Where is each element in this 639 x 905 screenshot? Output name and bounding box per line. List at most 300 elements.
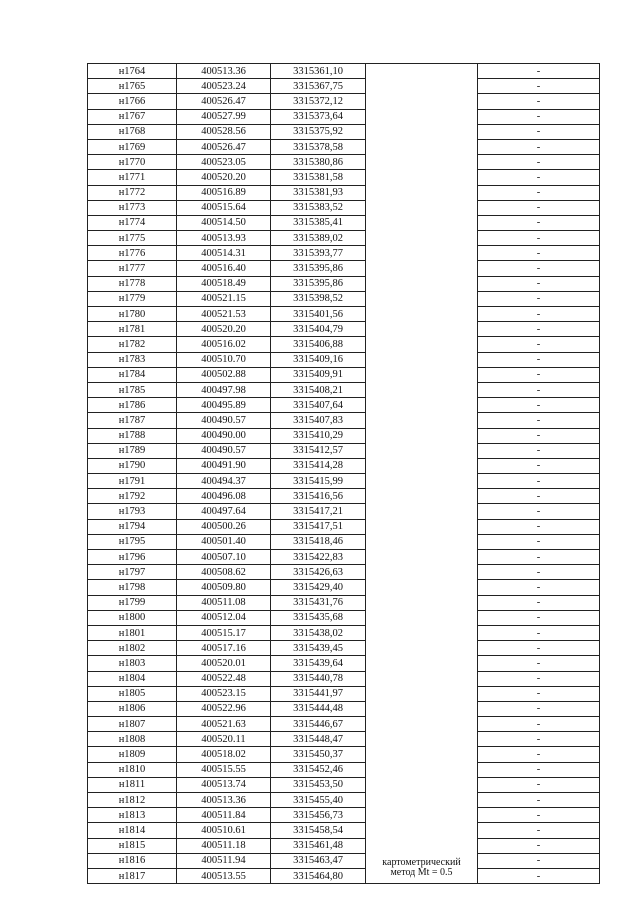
precision-cell: - — [478, 322, 600, 337]
method-cell — [366, 428, 478, 443]
x-coordinate-cell: 400522.96 — [177, 701, 271, 716]
table-row — [88, 823, 600, 838]
point-name-cell: н1780 — [88, 307, 177, 322]
y-coordinate-cell: 3315407,64 — [271, 398, 366, 413]
point-name-cell: н1800 — [88, 610, 177, 625]
y-coordinate-cell: 3315383,52 — [271, 200, 366, 215]
y-coordinate-cell: 3315395,86 — [271, 261, 366, 276]
y-coordinate-cell: 3315422,83 — [271, 550, 366, 565]
point-name-cell: н1806 — [88, 701, 177, 716]
point-name-cell: н1776 — [88, 246, 177, 261]
point-name-cell: н1787 — [88, 413, 177, 428]
precision-cell: - — [478, 489, 600, 504]
method-cell — [366, 504, 478, 519]
precision-cell: - — [478, 337, 600, 352]
precision-cell: - — [478, 717, 600, 732]
table-row — [88, 170, 600, 185]
table-row — [88, 322, 600, 337]
table-row — [88, 458, 600, 473]
x-coordinate-cell: 400523.05 — [177, 155, 271, 170]
method-cell — [366, 231, 478, 246]
y-coordinate-cell: 3315461,48 — [271, 838, 366, 853]
table-row — [88, 777, 600, 792]
table-row — [88, 595, 600, 610]
precision-cell: - — [478, 231, 600, 246]
table-row — [88, 580, 600, 595]
point-name-cell: н1811 — [88, 777, 177, 792]
table-row — [88, 215, 600, 230]
method-cell — [366, 777, 478, 792]
table-row — [88, 868, 600, 883]
point-name-cell: н1777 — [88, 261, 177, 276]
precision-cell: - — [478, 732, 600, 747]
point-name-cell: н1768 — [88, 124, 177, 139]
x-coordinate-cell: 400518.02 — [177, 747, 271, 762]
point-name-cell: н1792 — [88, 489, 177, 504]
precision-cell: - — [478, 519, 600, 534]
point-name-cell: н1795 — [88, 534, 177, 549]
table-row — [88, 94, 600, 109]
y-coordinate-cell: 3315401,56 — [271, 307, 366, 322]
x-coordinate-cell: 400512.04 — [177, 610, 271, 625]
method-cell — [366, 565, 478, 580]
point-name-cell: н1769 — [88, 139, 177, 154]
method-cell — [366, 595, 478, 610]
x-coordinate-cell: 400490.57 — [177, 443, 271, 458]
y-coordinate-cell: 3315435,68 — [271, 610, 366, 625]
method-cell — [366, 671, 478, 686]
precision-cell: - — [478, 291, 600, 306]
precision-cell: - — [478, 550, 600, 565]
method-cell — [366, 261, 478, 276]
y-coordinate-cell: 3315412,57 — [271, 443, 366, 458]
precision-cell: - — [478, 793, 600, 808]
precision-cell: - — [478, 625, 600, 640]
x-coordinate-cell: 400502.88 — [177, 367, 271, 382]
precision-cell: - — [478, 747, 600, 762]
method-cell — [366, 443, 478, 458]
table-row — [88, 443, 600, 458]
x-coordinate-cell: 400495.89 — [177, 398, 271, 413]
point-name-cell: н1772 — [88, 185, 177, 200]
method-cell — [366, 291, 478, 306]
table-row — [88, 550, 600, 565]
table-row — [88, 747, 600, 762]
method-cell — [366, 550, 478, 565]
x-coordinate-cell: 400520.20 — [177, 322, 271, 337]
precision-cell: - — [478, 428, 600, 443]
method-cell — [366, 808, 478, 823]
precision-cell: - — [478, 398, 600, 413]
point-name-cell: н1766 — [88, 94, 177, 109]
method-cell — [366, 747, 478, 762]
y-coordinate-cell: 3315373,64 — [271, 109, 366, 124]
point-name-cell: н1797 — [88, 565, 177, 580]
y-coordinate-cell: 3315398,52 — [271, 291, 366, 306]
method-cell — [366, 307, 478, 322]
table-row — [88, 808, 600, 823]
table-row — [88, 155, 600, 170]
point-name-cell: н1801 — [88, 625, 177, 640]
precision-cell: - — [478, 382, 600, 397]
y-coordinate-cell: 3315440,78 — [271, 671, 366, 686]
method-cell — [366, 519, 478, 534]
y-coordinate-cell: 3315452,46 — [271, 762, 366, 777]
x-coordinate-cell: 400511.94 — [177, 853, 271, 868]
x-coordinate-cell: 400520.01 — [177, 656, 271, 671]
method-cell — [366, 382, 478, 397]
y-coordinate-cell: 3315417,21 — [271, 504, 366, 519]
point-name-cell: н1816 — [88, 853, 177, 868]
table-row — [88, 838, 600, 853]
x-coordinate-cell: 400490.57 — [177, 413, 271, 428]
method-cell — [366, 580, 478, 595]
point-name-cell: н1803 — [88, 656, 177, 671]
point-name-cell: н1785 — [88, 382, 177, 397]
table-row — [88, 686, 600, 701]
y-coordinate-cell: 3315444,48 — [271, 701, 366, 716]
method-cell — [366, 124, 478, 139]
y-coordinate-cell: 3315415,99 — [271, 474, 366, 489]
method-cell — [366, 367, 478, 382]
table-row — [88, 79, 600, 94]
table-row — [88, 504, 600, 519]
method-cell — [366, 139, 478, 154]
x-coordinate-cell: 400522.48 — [177, 671, 271, 686]
coordinates-table — [87, 63, 600, 884]
point-name-cell: н1812 — [88, 793, 177, 808]
x-coordinate-cell: 400497.98 — [177, 382, 271, 397]
point-name-cell: н1788 — [88, 428, 177, 443]
x-coordinate-cell: 400518.49 — [177, 276, 271, 291]
x-coordinate-cell: 400521.15 — [177, 291, 271, 306]
x-coordinate-cell: 400517.16 — [177, 641, 271, 656]
precision-cell: - — [478, 215, 600, 230]
point-name-cell: н1774 — [88, 215, 177, 230]
table-row — [88, 474, 600, 489]
table-row — [88, 717, 600, 732]
method-name: картометрический — [382, 856, 461, 868]
x-coordinate-cell: 400496.08 — [177, 489, 271, 504]
y-coordinate-cell: 3315375,92 — [271, 124, 366, 139]
y-coordinate-cell: 3315414,28 — [271, 458, 366, 473]
y-coordinate-cell: 3315448,47 — [271, 732, 366, 747]
x-coordinate-cell: 400497.64 — [177, 504, 271, 519]
table-row — [88, 367, 600, 382]
point-name-cell: н1775 — [88, 231, 177, 246]
method-cell — [366, 352, 478, 367]
point-name-cell: н1809 — [88, 747, 177, 762]
x-coordinate-cell: 400508.62 — [177, 565, 271, 580]
precision-cell: - — [478, 458, 600, 473]
table-row — [88, 139, 600, 154]
precision-cell: - — [478, 838, 600, 853]
table-row — [88, 671, 600, 686]
y-coordinate-cell: 3315431,76 — [271, 595, 366, 610]
point-name-cell: н1767 — [88, 109, 177, 124]
y-coordinate-cell: 3315395,86 — [271, 276, 366, 291]
precision-cell: - — [478, 94, 600, 109]
precision-cell: - — [478, 79, 600, 94]
x-coordinate-cell: 400516.02 — [177, 337, 271, 352]
precision-cell: - — [478, 762, 600, 777]
method-cell — [366, 686, 478, 701]
method-cell — [366, 215, 478, 230]
y-coordinate-cell: 3315408,21 — [271, 382, 366, 397]
precision-cell: - — [478, 565, 600, 580]
table-row — [88, 853, 600, 868]
precision-cell: - — [478, 124, 600, 139]
method-cell — [366, 200, 478, 215]
table-row — [88, 200, 600, 215]
table-row — [88, 64, 600, 79]
point-name-cell: н1791 — [88, 474, 177, 489]
x-coordinate-cell: 400527.99 — [177, 109, 271, 124]
point-name-cell: н1813 — [88, 808, 177, 823]
method-cell — [366, 94, 478, 109]
point-name-cell: н1765 — [88, 79, 177, 94]
y-coordinate-cell: 3315416,56 — [271, 489, 366, 504]
precision-cell: - — [478, 808, 600, 823]
x-coordinate-cell: 400511.84 — [177, 808, 271, 823]
point-name-cell: н1789 — [88, 443, 177, 458]
precision-cell: - — [478, 656, 600, 671]
precision-cell: - — [478, 307, 600, 322]
x-coordinate-cell: 400509.80 — [177, 580, 271, 595]
x-coordinate-cell: 400515.55 — [177, 762, 271, 777]
precision-cell: - — [478, 641, 600, 656]
x-coordinate-cell: 400510.61 — [177, 823, 271, 838]
table-row — [88, 641, 600, 656]
point-name-cell: н1807 — [88, 717, 177, 732]
y-coordinate-cell: 3315453,50 — [271, 777, 366, 792]
x-coordinate-cell: 400513.93 — [177, 231, 271, 246]
y-coordinate-cell: 3315367,75 — [271, 79, 366, 94]
point-name-cell: н1778 — [88, 276, 177, 291]
method-precision: метод Mt = 0.5 — [390, 867, 453, 879]
method-cell — [366, 656, 478, 671]
x-coordinate-cell: 400513.36 — [177, 64, 271, 79]
x-coordinate-cell: 400514.31 — [177, 246, 271, 261]
table-row — [88, 732, 600, 747]
method-cell — [366, 732, 478, 747]
precision-cell: - — [478, 155, 600, 170]
precision-cell: - — [478, 352, 600, 367]
y-coordinate-cell: 3315418,46 — [271, 534, 366, 549]
y-coordinate-cell: 3315361,10 — [271, 64, 366, 79]
table-row — [88, 534, 600, 549]
point-name-cell: н1764 — [88, 64, 177, 79]
x-coordinate-cell: 400521.53 — [177, 307, 271, 322]
precision-cell: - — [478, 610, 600, 625]
x-coordinate-cell: 400507.10 — [177, 550, 271, 565]
precision-cell: - — [478, 580, 600, 595]
table-row — [88, 231, 600, 246]
y-coordinate-cell: 3315426,63 — [271, 565, 366, 580]
method-cell — [366, 823, 478, 838]
point-name-cell: н1786 — [88, 398, 177, 413]
precision-cell: - — [478, 823, 600, 838]
table-row — [88, 656, 600, 671]
x-coordinate-cell: 400516.40 — [177, 261, 271, 276]
method-cell — [366, 246, 478, 261]
method-cell — [366, 838, 478, 853]
point-name-cell: н1783 — [88, 352, 177, 367]
precision-cell: - — [478, 671, 600, 686]
point-name-cell: н1790 — [88, 458, 177, 473]
precision-cell: - — [478, 413, 600, 428]
coordinates-table-body — [88, 64, 600, 884]
y-coordinate-cell: 3315409,16 — [271, 352, 366, 367]
y-coordinate-cell: 3315393,77 — [271, 246, 366, 261]
precision-cell: - — [478, 853, 600, 868]
point-name-cell: н1799 — [88, 595, 177, 610]
method-cell — [366, 793, 478, 808]
method-cell — [366, 170, 478, 185]
x-coordinate-cell: 400510.70 — [177, 352, 271, 367]
method-cell — [366, 701, 478, 716]
point-name-cell: н1810 — [88, 762, 177, 777]
table-row — [88, 625, 600, 640]
precision-cell: - — [478, 686, 600, 701]
y-coordinate-cell: 3315417,51 — [271, 519, 366, 534]
y-coordinate-cell: 3315381,93 — [271, 185, 366, 200]
point-name-cell: н1770 — [88, 155, 177, 170]
x-coordinate-cell: 400511.08 — [177, 595, 271, 610]
point-name-cell: н1796 — [88, 550, 177, 565]
precision-cell: - — [478, 246, 600, 261]
table-row — [88, 762, 600, 777]
x-coordinate-cell: 400513.36 — [177, 793, 271, 808]
table-row — [88, 793, 600, 808]
precision-cell: - — [478, 595, 600, 610]
method-cell — [366, 534, 478, 549]
point-name-cell: н1814 — [88, 823, 177, 838]
y-coordinate-cell: 3315439,45 — [271, 641, 366, 656]
point-name-cell: н1773 — [88, 200, 177, 215]
point-name-cell: н1805 — [88, 686, 177, 701]
y-coordinate-cell: 3315406,88 — [271, 337, 366, 352]
table-row — [88, 246, 600, 261]
method-cell — [366, 625, 478, 640]
x-coordinate-cell: 400513.74 — [177, 777, 271, 792]
method-cell — [366, 413, 478, 428]
table-row — [88, 337, 600, 352]
x-coordinate-cell: 400521.63 — [177, 717, 271, 732]
y-coordinate-cell: 3315446,67 — [271, 717, 366, 732]
y-coordinate-cell: 3315381,58 — [271, 170, 366, 185]
table-row — [88, 565, 600, 580]
y-coordinate-cell: 3315458,54 — [271, 823, 366, 838]
method-cell — [366, 79, 478, 94]
point-name-cell: н1782 — [88, 337, 177, 352]
precision-cell: - — [478, 261, 600, 276]
y-coordinate-cell: 3315456,73 — [271, 808, 366, 823]
x-coordinate-cell: 400501.40 — [177, 534, 271, 549]
table-row — [88, 382, 600, 397]
y-coordinate-cell: 3315385,41 — [271, 215, 366, 230]
method-cell — [366, 474, 478, 489]
table-row — [88, 124, 600, 139]
precision-cell: - — [478, 200, 600, 215]
x-coordinate-cell: 400511.18 — [177, 838, 271, 853]
point-name-cell: н1798 — [88, 580, 177, 595]
y-coordinate-cell: 3315438,02 — [271, 625, 366, 640]
method-cell — [366, 398, 478, 413]
x-coordinate-cell: 400528.56 — [177, 124, 271, 139]
x-coordinate-cell: 400526.47 — [177, 94, 271, 109]
x-coordinate-cell: 400516.89 — [177, 185, 271, 200]
point-name-cell: н1779 — [88, 291, 177, 306]
table-row — [88, 352, 600, 367]
precision-cell: - — [478, 185, 600, 200]
method-cell — [366, 641, 478, 656]
table-row — [88, 701, 600, 716]
table-row — [88, 185, 600, 200]
method-cell — [366, 762, 478, 777]
x-coordinate-cell: 400515.64 — [177, 200, 271, 215]
x-coordinate-cell: 400515.17 — [177, 625, 271, 640]
x-coordinate-cell: 400520.11 — [177, 732, 271, 747]
precision-cell: - — [478, 868, 600, 883]
method-cell — [366, 489, 478, 504]
method-cell — [366, 155, 478, 170]
y-coordinate-cell: 3315439,64 — [271, 656, 366, 671]
x-coordinate-cell: 400513.55 — [177, 868, 271, 883]
precision-cell: - — [478, 276, 600, 291]
precision-cell: - — [478, 367, 600, 382]
table-row — [88, 489, 600, 504]
method-cell — [366, 337, 478, 352]
x-coordinate-cell: 400520.20 — [177, 170, 271, 185]
point-name-cell: н1784 — [88, 367, 177, 382]
precision-cell: - — [478, 64, 600, 79]
y-coordinate-cell: 3315455,40 — [271, 793, 366, 808]
precision-cell: - — [478, 474, 600, 489]
method-cell — [366, 610, 478, 625]
precision-cell: - — [478, 109, 600, 124]
method-cell — [366, 458, 478, 473]
method-cell — [366, 185, 478, 200]
precision-cell: - — [478, 777, 600, 792]
y-coordinate-cell: 3315464,80 — [271, 868, 366, 883]
y-coordinate-cell: 3315429,40 — [271, 580, 366, 595]
method-cell — [366, 717, 478, 732]
table-row — [88, 276, 600, 291]
y-coordinate-cell: 3315407,83 — [271, 413, 366, 428]
table-row — [88, 519, 600, 534]
table-row — [88, 307, 600, 322]
point-name-cell: н1815 — [88, 838, 177, 853]
x-coordinate-cell: 400523.24 — [177, 79, 271, 94]
method-cell — [366, 64, 478, 79]
y-coordinate-cell: 3315380,86 — [271, 155, 366, 170]
precision-cell: - — [478, 170, 600, 185]
point-name-cell: н1808 — [88, 732, 177, 747]
precision-cell: - — [478, 139, 600, 154]
table-row — [88, 428, 600, 443]
x-coordinate-cell: 400500.26 — [177, 519, 271, 534]
table-row — [88, 610, 600, 625]
table-row — [88, 291, 600, 306]
x-coordinate-cell: 400491.90 — [177, 458, 271, 473]
precision-cell: - — [478, 534, 600, 549]
method-cell — [366, 109, 478, 124]
method-cell — [366, 322, 478, 337]
table-row — [88, 398, 600, 413]
point-name-cell: н1771 — [88, 170, 177, 185]
precision-cell: - — [478, 504, 600, 519]
